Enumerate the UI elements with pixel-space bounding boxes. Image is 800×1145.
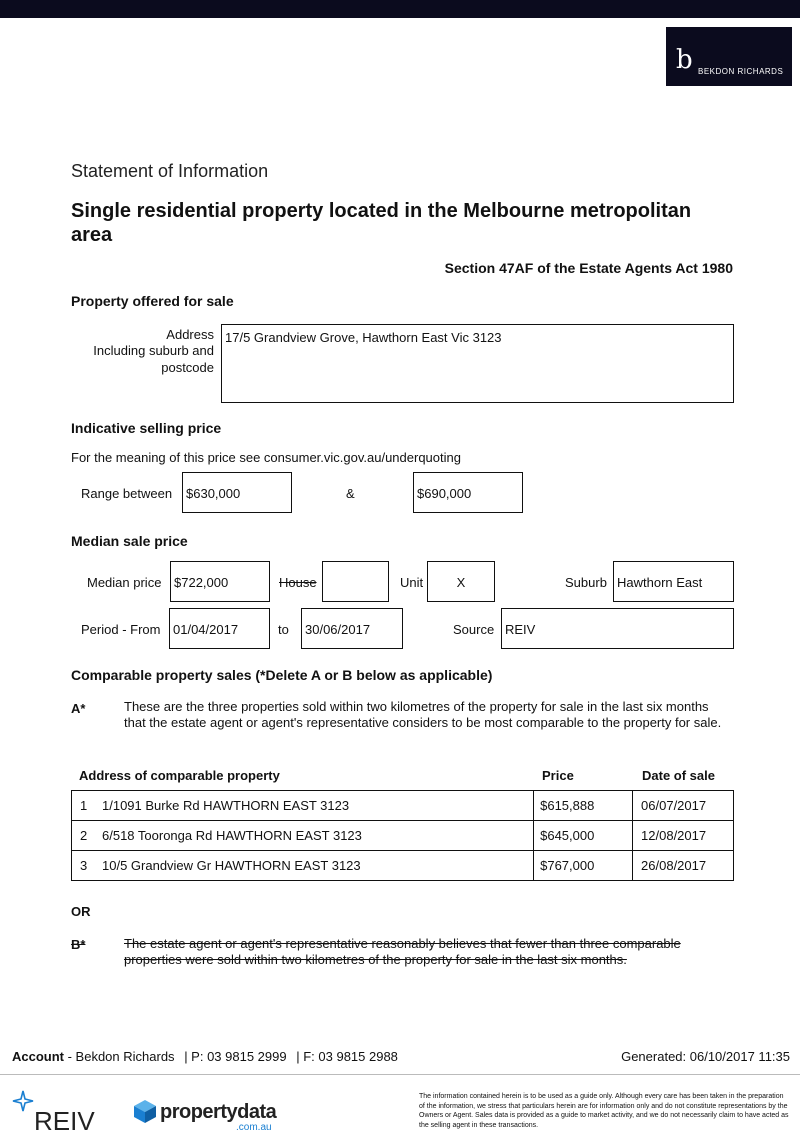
propertydata-logo-text: propertydata [160,1101,277,1123]
period-to-field[interactable]: 30/06/2017 [301,608,403,649]
comparable-address-cell [72,851,534,881]
generated-timestamp: Generated: 06/10/2017 11:35 [621,1049,790,1064]
reiv-logo-text: REIV [34,1106,95,1136]
account-phone: | P: 03 9815 2999 [184,1049,287,1064]
comparable-address-cell [72,791,534,821]
header-address: Address of comparable property [79,768,280,783]
footer-disclaimer: The information contained herein is to be used as a guide only. Although every care has been taken in the preparation of the information, we stress that particulars herein are for information only and do not constitute representations by the Owners or Agent. Sales data is provided as a guide to market activity, and we do not necessarily claim to have acted as the selling agent in these transactions. [419,1093,789,1129]
option-b-label: B* [71,937,86,952]
document-title: Statement of Information [71,161,269,181]
suburb-field[interactable]: Hawthorn East [613,561,734,602]
row-number: 3 [80,858,88,873]
range-label: Range between [81,486,173,501]
row-price: $615,888 [534,791,633,821]
house-field[interactable] [322,561,389,602]
top-bar [0,0,800,18]
propertydata-cube-icon [132,1098,158,1124]
median-section-title: Median sale price [71,533,188,549]
account-label: Account [12,1049,64,1064]
address-label: Address [166,327,214,342]
table-row [72,851,734,881]
row-price: $767,000 [534,851,633,881]
source-label: Source [453,622,495,637]
propertydata-logo-domain: .com.au [236,1122,272,1133]
unit-field[interactable]: X [427,561,495,602]
source-field[interactable]: REIV [501,608,734,649]
comparable-table [71,790,734,881]
median-price-label: Median price [87,575,162,590]
median-price-field[interactable]: $722,000 [170,561,270,602]
row-date: 12/08/2017 [633,821,734,851]
row-date: 06/07/2017 [633,791,734,821]
act-reference: Section 47AF of the Estate Agents Act 1980 [444,260,733,276]
address-label-line3: postcode [161,360,214,375]
range-amp: & [346,486,355,501]
header-date: Date of sale [642,768,715,783]
suburb-label: Suburb [565,575,607,590]
address-label-line2: Including suburb and [93,343,214,358]
document-heading: Single residential property located in the Melbourne metropolitan area [71,200,692,246]
reiv-star-icon [12,1090,34,1112]
account-fax: | F: 03 9815 2988 [296,1049,398,1064]
row-address: 1/1091 Burke Rd HAWTHORN EAST 3123 [102,798,350,813]
row-address: 6/518 Tooronga Rd HAWTHORN EAST 3123 [102,828,362,843]
table-row [72,821,734,851]
account-name: - Bekdon Richards [64,1049,175,1064]
period-from-field[interactable]: 01/04/2017 [169,608,270,649]
table-row [72,791,734,821]
property-section-title: Property offered for sale [71,293,234,309]
comparable-section-title: Comparable property sales (*Delete A or B below as applicable) [71,667,493,683]
indicative-meaning: For the meaning of this price see consumer.vic.gov.au/underquoting [71,450,461,465]
row-price: $645,000 [534,821,633,851]
range-high-field[interactable]: $690,000 [413,472,523,513]
option-a-text: These are the three properties sold within two kilometres of the property for sale in the last six months that the estate agent or agent's representative considers to be most comparable to the property for sale. [124,699,722,730]
option-a-label: A* [71,701,86,716]
range-low-field[interactable]: $630,000 [182,472,292,513]
period-label: Period - From [81,622,161,637]
row-address: 10/5 Grandview Gr HAWTHORN EAST 3123 [102,858,361,873]
house-label: House [279,575,317,590]
account-line [12,1049,398,1064]
or-separator: OR [71,904,91,919]
row-date: 26/08/2017 [633,851,734,881]
row-number: 2 [80,828,88,843]
unit-label: Unit [400,575,424,590]
period-to-label: to [278,622,289,637]
brand-logo [666,27,792,86]
brand-logo-mark: b [676,45,693,75]
footer-divider [0,1074,800,1075]
brand-logo-text: BEKDON RICHARDS [698,67,784,76]
address-field[interactable]: 17/5 Grandview Grove, Hawthorn East Vic 3123 [221,324,734,403]
indicative-section-title: Indicative selling price [71,420,222,436]
row-number: 1 [80,798,88,813]
header-price: Price [542,768,574,783]
option-b-text: The estate agent or agent's representative reasonably believes that fewer than three comparable properties were sold within two kilometres of the property for sale in the last six months. [124,936,681,967]
comparable-address-cell [72,821,534,851]
